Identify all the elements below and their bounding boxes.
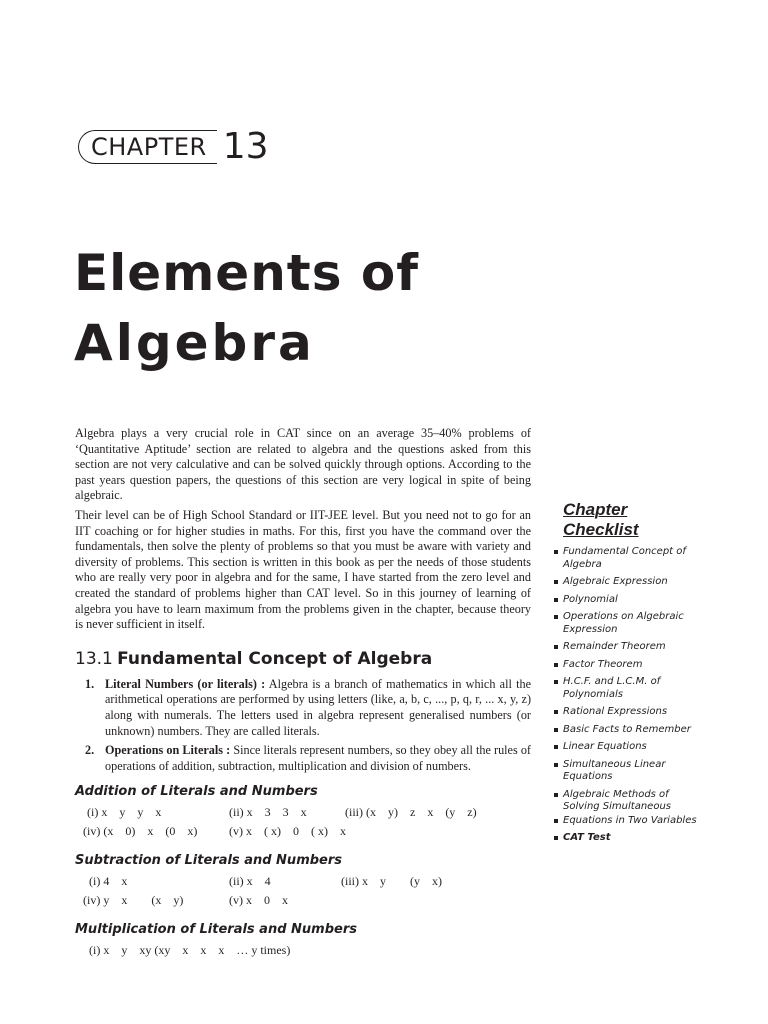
intro-paragraph-1: Algebra plays a very crucial role in CAT since on an average 35–40% problems of ‘Quantitative Aptitude’ section are related to algebra and the questions asked from this section are not very calculative and can be solved quickly through options. According to the past years question papers, the questions of this section are very logical in spite of being algebraic. — [75, 426, 531, 503]
checklist-item: Linear Equations — [553, 741, 703, 754]
checklist-item: Operations on Algebraic Expression — [553, 611, 703, 636]
item-label: Literal Numbers (or literals) : — [105, 676, 266, 691]
example-row — [75, 805, 531, 824]
page-title — [74, 238, 419, 378]
checklist-item: Remainder Theorem — [553, 641, 703, 654]
example: (iv) (x 0) x (0 x) — [83, 824, 198, 839]
checklist-item: Equations in Two Variables — [553, 815, 703, 828]
example: (iii) x y (y x) — [341, 874, 442, 889]
list-item — [75, 677, 531, 739]
chapter-word: CHAPTER — [78, 130, 217, 164]
chapter-number: 13 — [222, 126, 269, 167]
example: (i) x y y x — [87, 805, 162, 820]
example: (iv) y x (x y) — [83, 893, 184, 908]
checklist-item: Algebraic Methods of Solving Simultaneous — [553, 789, 703, 814]
example: (i) x y xy (xy x x x … y times) — [89, 943, 291, 958]
section-title: Fundamental Concept of Algebra — [117, 648, 433, 669]
addition-heading: Addition of Literals and Numbers — [75, 784, 318, 800]
checklist-title: Chapter Checklist — [563, 500, 639, 539]
section-number: 13.1 — [75, 648, 113, 669]
item-number: 1. — [85, 676, 95, 691]
checklist-item: Rational Expressions — [553, 706, 703, 719]
checklist-item: Algebraic Expression — [553, 576, 703, 589]
example-row — [75, 824, 531, 843]
checklist-item: Basic Facts to Remember — [553, 724, 703, 737]
item-label: Operations on Literals : — [105, 743, 231, 758]
example-row — [75, 874, 531, 893]
example: (iii) (x y) z x (y z) — [345, 805, 477, 820]
list-item — [75, 743, 531, 774]
example-row — [75, 943, 531, 962]
section-heading — [75, 649, 531, 669]
example: (ii) x 3 3 x — [229, 805, 307, 820]
checklist-item: CAT Test — [553, 832, 703, 845]
example: (i) 4 x — [89, 874, 128, 889]
chapter-tag — [78, 128, 269, 166]
item-text: Since literals represent numbers, so they obey all the rules of operations of addition, subtraction, multiplication and division of numbers. — [105, 743, 531, 773]
title-line-2: Algebra — [74, 314, 315, 372]
item-number: 2. — [85, 743, 95, 758]
subtraction-heading: Subtraction of Literals and Numbers — [75, 853, 343, 869]
checklist-item: Fundamental Concept of Algebra — [553, 546, 703, 571]
title-line-1: Elements of — [74, 244, 419, 302]
checklist-item: Simultaneous Linear Equations — [553, 759, 703, 784]
example: (ii) x 4 — [229, 874, 271, 889]
multiplication-heading: Multiplication of Literals and Numbers — [75, 922, 357, 938]
concept-list — [75, 677, 531, 775]
checklist-item: Factor Theorem — [553, 659, 703, 672]
main-content — [75, 426, 531, 962]
checklist-item: Polynomial — [553, 594, 703, 607]
example: (v) x 0 x — [229, 893, 288, 908]
example: (v) x ( x) 0 ( x) x — [229, 824, 346, 839]
chapter-checklist — [553, 500, 703, 850]
intro-paragraph-2: Their level can be of High School Standard or IIT-JEE level. But you need not to go for an IIT coaching or for higher studies in maths. For this, first you have the command over the fundamentals, then solve the plenty of problems so that you must be aware with variety and diversity of problems. This section is written in this book as per the needs of those students who are really very poor in algebra and for the same, I have started from the zero level and created the standard of problems higher than CAT level. So in this journey of learning of algebra you have to learn maximum from the problems given in the chapter, because theory is never sufficient in itself. — [75, 507, 531, 632]
item-text: Algebra is a branch of mathematics in which all the arithmetical operations are performed by using letters (like, a, b, c, ..., p, q, r, ... x, y, z) along with numerals. The letters used in algebra represent generalised numbers (or unknown) numbers. They are called literals. — [105, 676, 531, 738]
checklist-items — [553, 546, 703, 845]
example-row — [75, 893, 531, 912]
checklist-item: H.C.F. and L.C.M. of Polynomials — [553, 676, 703, 701]
